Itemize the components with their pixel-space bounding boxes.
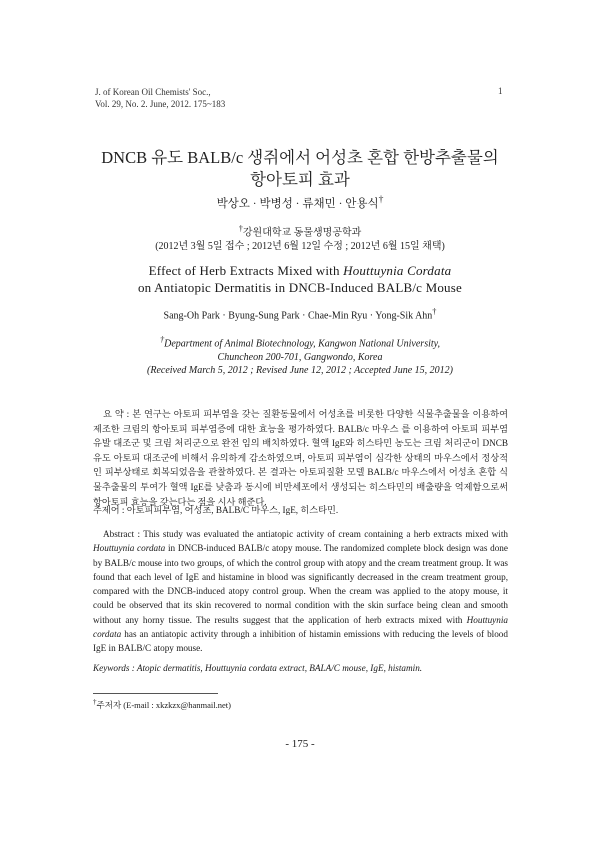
- korean-title-line1: DNCB 유도 BALB/c 생쥐에서 어성초 혼합 한방추출물의: [101, 148, 499, 167]
- korean-affiliation-mark: †: [238, 224, 243, 233]
- english-keywords: Keywords : Atopic dermatitis, Houttuynia cordata extract, BALA/C mouse, IgE, histamin.: [93, 663, 423, 673]
- korean-affiliation: [60, 222, 540, 254]
- korean-abstract: 요 약 : 본 연구는 아토피 피부염을 갖는 질환동물에서 어성초를 비롯한 다양한 식물추출물을 이용하여 제조한 크림의 항아토피 피부염증에 대한 효능을 평가하였다. BALB/c 마우스 를 이용하여 아토피 피부염 유발 대조군 및 크림 처리군으로 완전 임의 배치하였다. 혈액 IgE와 히스타민 농도는 크림 처리군이 DNCB 유도 아토피 대조군에 비해서 유의하게 감소하였으며, 아토피 피부염이 심각한 상태의 마우스에서 정상적인 피부상태로 회복되었음을 관찰하였다. 본 결과는 아토피질환 모델 BALB/c 마우스에서 어성초 혼합 식물추출물의 투여가 혈액 IgE를 낮춤과 동시에 비만세포에서 생성되는 히스타민의 배출량을 억제함으로써 항아토피 효능을 갖는다는 점을 시사 해준다.: [93, 409, 508, 507]
- footnote: [93, 698, 231, 711]
- korean-dates: (2012년 3월 5일 접수 ; 2012년 6월 12일 수정 ; 2012년 6월 15일 채택): [155, 241, 445, 253]
- header-page-number: 1: [498, 86, 503, 96]
- english-title-line1: [60, 262, 540, 279]
- english-abstract-part3: has an antiatopic activity through a inhibition of histamin emissions with reducing the levels of blood IgE in BALB/C atopy mouse.: [93, 629, 508, 654]
- english-authors: [60, 307, 540, 321]
- english-title-line2: on Antiatopic Dermatitis in DNCB-Induced BALB/c Mouse: [137, 280, 462, 295]
- korean-title-line2: 항아토피 효과: [250, 170, 350, 189]
- english-abstract: [93, 527, 508, 656]
- korean-keywords: 주제어 : 아토피피부염, 어성초, BALB/C 마우스, IgE, 히스타민.: [93, 505, 339, 515]
- english-dates: (Received March 5, 2012 ; Revised June 12, 2012 ; Accepted June 15, 2012): [147, 365, 453, 377]
- english-author-names: Sang-Oh Park · Byung-Sung Park · Chae-Min Ryu · Yong-Sik Ahn: [163, 310, 433, 322]
- korean-affiliation-text: 강원대학교 동물생명공학과: [242, 227, 362, 239]
- journal-citation: [95, 86, 225, 110]
- english-author-mark: †: [432, 307, 437, 316]
- footnote-text: 주저자 (E-mail : xkzkzx@hanmail.net): [96, 699, 231, 710]
- english-affiliation-mark: †: [159, 335, 165, 344]
- english-abstract-species1: Houttuynia cordata: [93, 543, 166, 554]
- english-affiliation-line2: Chuncheon 200-701, Gangwondo, Korea: [217, 351, 383, 363]
- english-abstract-part1: Abstract : This study was evaluated the antiatopic activity of cream containing a herb extracts mixed with: [103, 529, 508, 539]
- korean-author-names: 박상오 · 박병성 · 류채민 · 안용식: [216, 197, 379, 210]
- page-footer-number: - 175 -: [285, 738, 315, 750]
- english-title: [60, 262, 540, 296]
- journal-name: J. of Korean Oil Chemists' Soc.,: [95, 87, 211, 97]
- footnote-divider: [93, 693, 218, 694]
- english-abstract-part2: in DNCB-induced BALB/c atopy mouse. The randomized complete block design was done by BALB/c mouse into two groups, of which the control group with atopy and the cream treatment group. It was found that each level of IgE and histamine in blood was significantly decreased in the cream treatment group, compared with the DNCB-induced atopy control group. When the cream was applied to the atopy mouse, it could be observed that its skin recovered to normal condition with the skin surface being clean and smooth without any horny tissue. The results suggest that the application of herb extracts mixed with: [93, 543, 508, 625]
- english-title-species: Houttuynia Cordata: [343, 263, 452, 278]
- korean-title: [60, 147, 540, 191]
- korean-authors: [60, 194, 540, 211]
- journal-volume: Vol. 29, No. 2. June, 2012. 175~183: [95, 99, 226, 109]
- english-affiliation-line1: Department of Animal Biotechnology, Kangwon National University,: [164, 338, 441, 350]
- english-affiliation: [60, 333, 540, 378]
- english-title-line1-text: Effect of Herb Extracts Mixed with: [148, 263, 344, 278]
- korean-author-mark: †: [378, 194, 384, 205]
- footnote-mark: †: [93, 698, 97, 706]
- english-abstract-species2: Houttuynia cordata: [93, 614, 508, 640]
